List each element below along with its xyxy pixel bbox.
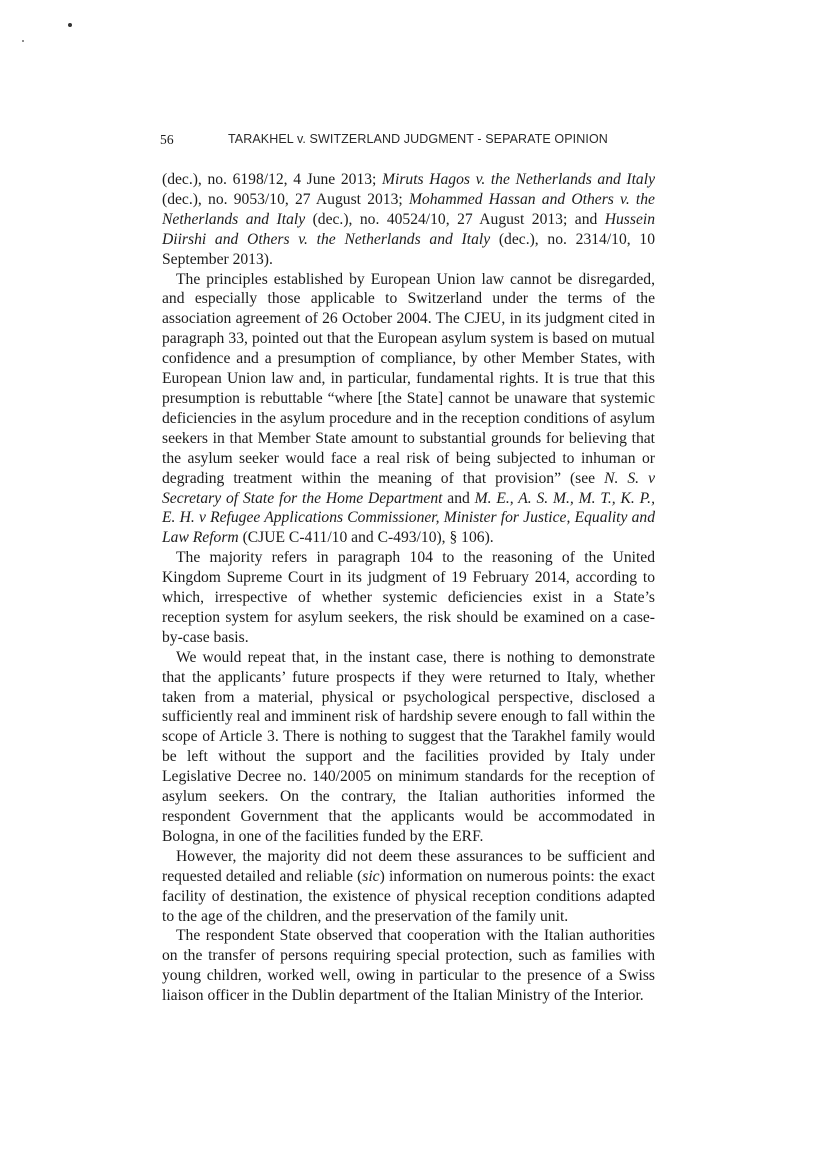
- case-citation: N. S. v Secretary of State for the Home Department: [162, 469, 655, 507]
- text-run: However, the majority did not deem these assurances to be sufficient and requested detailed and reliable (: [162, 847, 655, 885]
- paragraph: [162, 170, 655, 270]
- page-number: 56: [160, 132, 174, 147]
- scan-speck: [68, 23, 72, 27]
- case-citation: Mohammed Hassan and Others v. the Netherlands and Italy: [162, 190, 655, 228]
- text-run: (CJUE C-411/10 and C-493/10), § 106).: [238, 529, 494, 547]
- case-citation: Miruts Hagos v. the Netherlands and Italy: [382, 171, 655, 188]
- scan-speck: [22, 40, 24, 42]
- text-run: The principles established by European Union law cannot be disregarded, and especially those applicable to Switzerland under the terms of the association agreement of 26 October 2004. The CJEU, in its judgment cited in paragraph 33, pointed out that the European asylum system is based on mutual confidence and a presumption of compliance, by other Member States, with European Union law and, in particular, fundamental rights. It is true that this presumption is rebuttable “where [the State] cannot be unaware that systemic deficiencies in the asylum procedure and in the reception conditions of asylum seekers in that Member State amount to substantial grounds for believing that the asylum seeker would face a real risk of being subjected to inhuman or degrading treatment within the meaning of that provision” (see: [162, 270, 655, 487]
- case-citation: Hussein Diirshi and Others v. the Netherlands and Italy: [162, 210, 655, 248]
- text-run: (dec.), no. 2314/10, 10 September 2013).: [162, 230, 656, 268]
- case-citation: sic: [362, 867, 380, 885]
- text-run: We would repeat that, in the instant case, there is nothing to demonstrate that the applicants’ future prospects if they were returned to Italy, whether taken from a material, physical or psychological perspective, disclosed a sufficiently real and imminent risk of hardship severe enough to fall within the scope of Article 3. There is nothing to suggest that the Tarakhel family would be left without the support and the facilities provided by Italy under Legislative Decree no. 140/2005 on minimum standards for the reception of asylum seekers. On the contrary, the Italian authorities informed the respondent Government that the applicants would be accommodated in Bologna, in one of the facilities funded by the ERF.: [162, 648, 655, 845]
- text-run: ) information on numerous points: the exact facility of destination, the existence of physical reception conditions adapted to the age of the children, and the preservation of the family unit.: [162, 867, 655, 925]
- paragraph: [162, 548, 655, 648]
- text-run: The respondent State observed that cooperation with the Italian authorities on the transfer of persons requiring special protection, such as families with young children, worked well, owing in particular to the presence of a Swiss liaison officer in the Dublin department of the Italian Ministry of the Interior.: [162, 927, 655, 1005]
- text-run: (dec.), no. 40524/10, 27 August 2013; and: [305, 210, 605, 228]
- paragraph: [162, 847, 655, 927]
- text-run: (dec.), no. 9053/10, 27 August 2013;: [162, 190, 409, 208]
- paragraph: [162, 270, 655, 549]
- text-run: and: [442, 489, 475, 507]
- case-citation: M. E., A. S. M., M. T., K. P., E. H. v Refugee Applications Commissioner, Minister for Justice, Equality and Law Reform: [162, 489, 655, 547]
- running-title: TARAKHEL v. SWITZERLAND JUDGMENT - SEPARATE OPINION: [228, 132, 608, 146]
- text-run: (dec.), no. 6198/12, 4 June 2013;: [162, 171, 382, 188]
- paragraph: [162, 648, 655, 847]
- paragraph: [162, 926, 655, 1006]
- opinion-body: [162, 170, 655, 1006]
- text-run: The majority refers in paragraph 104 to the reasoning of the United Kingdom Supreme Court in its judgment of 19 February 2014, according to which, irrespective of whether systemic deficiencies exist in a State’s reception system for asylum seekers, the risk should be examined on a case-by-case basis.: [162, 549, 655, 646]
